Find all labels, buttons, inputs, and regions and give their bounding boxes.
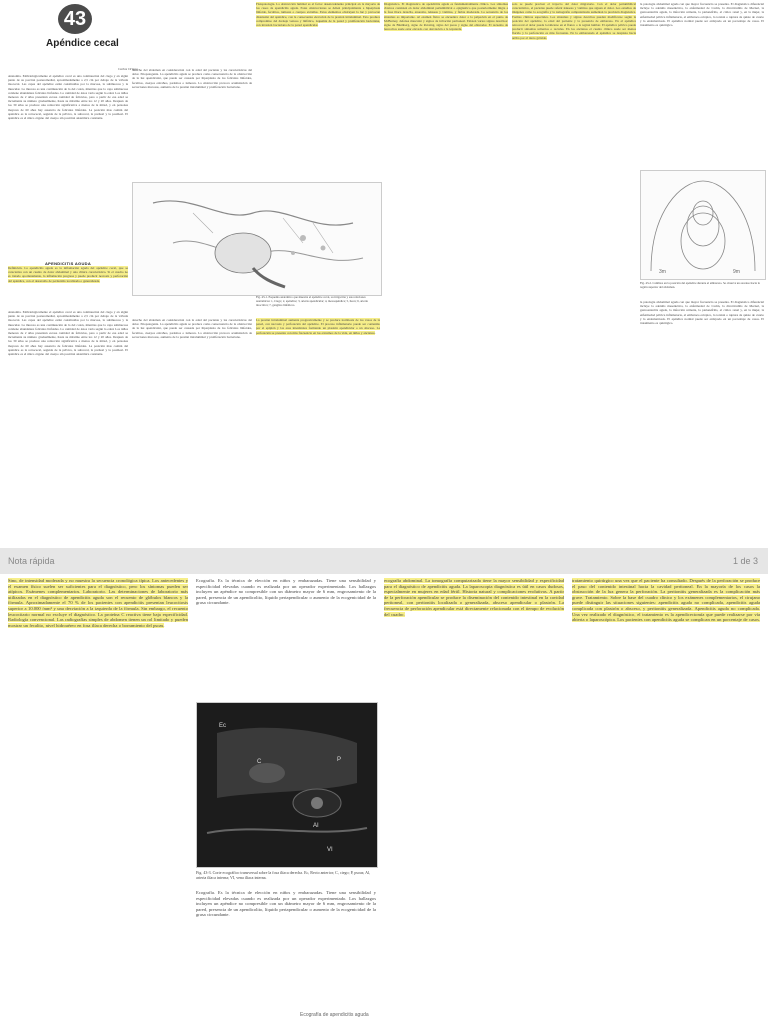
figure-2-caption: Fig. 43-2. Cambios en la posición del apéndice durante el embarazo. Se observa un ascenso hacia la región superior del abdomen.	[640, 281, 760, 289]
svg-text:P: P	[337, 757, 342, 763]
text-column-1	[8, 578, 188, 1018]
svg-text:9m: 9m	[733, 269, 740, 275]
text-column-3	[384, 578, 564, 1018]
highlighted-text: Definición. La apendicitis aguda es la inflamación aguda del apéndice cecal, que se caracteriza con un cuadro de dolor abdominal y una clínica característica. Si el cuadro no es tratado oportunamente, la inflamación progresa y puede producir necrosis y perforación del apéndice, con el desarrollo de peritonitis localizada o generalizada.	[8, 266, 128, 283]
ultrasound-figure	[196, 702, 378, 868]
text-column-2: Ecografía. Es la técnica de elección en niños y embarazadas. Tiene una sensibilidad y especificidad elevadas cuando es realizada por un operador experimentado. Los hallazgos incluyen un apéndice no compresible con un diámetro mayor de 6 mm, engrosamiento de la pared, presencia de un apendicolito, líquido periapendicular o aumento de la ecogenicidad de la grasa circundante.	[196, 578, 376, 606]
text-column-6: la patología abdominal aguda con que mayor frecuencia se presenta. El diagnóstico diferencial incluye la adenitis mesentérica, la enfermedad de Crohn, la diverticulitis de Meckel, la gastroenteritis aguda, la infección urinaria, la pielonefritis, el cólico renal y, en la mujer, la enfermedad pélvica inflamatoria, el embarazo ectópico, la torsión o ruptura de quiste de ovario y la endometriosis. El apéndice normal puede ser extirpado en un porcentaje de casos. El tratamiento es quirúrgico.	[640, 2, 764, 28]
svg-text:VI: VI	[327, 847, 333, 853]
svg-text:3m: 3m	[659, 269, 666, 275]
text-column-2-bottom: derecho del abdomen en consideración con la edad del paciente y las características del dolor. Etiopatogenia. La apendicitis aguda se produce como consecuencia de la obstrucción de la luz apendicular, que puede ser causada por hiperplasia de los folículos linfoides, fecalitos, cuerpos extraños, parásitos o tumores. La obstrucción provoca acumulación de secreciones mucosas, aumento de la presión intraluminal y proliferación bacteriana.	[132, 318, 252, 339]
highlighted-text: Sino, de intensidad moderada y no muestra la secuencia cronológica típica. Los antecedentes y el examen físico suelen ser suficientes para el diagnóstico, pero los síntomas pueden ser atípicos. Exámenes complementarios. Laboratorio. Las determinaciones de laboratorio más utilizadas en el diagnóstico de apendicitis aguda son el recuento de glóbulos blancos y la fórmula. Aproximadamente el 70 % de los pacientes con apendicitis presentan leucocitosis superior a 10.000 /mm³ y una desviación a la izquierda de la fórmula. Sin embargo, el recuento leucocitario normal no excluye el diagnóstico. La proteína C reactiva tiene baja especificidad. Radiología convencional. Las radiografías simples de abdomen tienen un rol limitado y pueden mostrar un fecalito, nivel hidroaéreo en fosa ilíaca derecha o borramiento del psoas.	[8, 578, 188, 628]
text-column-4	[572, 578, 760, 1018]
highlighted-text: Diagnóstico. El diagnóstico de apendicitis aguda es fundamentalmente clínico. Los síntomas clásicos consisten en dolor abdominal periumbilical o epigástrico que posteriormente migra a la fosa ilíaca derecha, anorexia, náuseas y vómitos, y fiebre moderada. La secuencia de los síntomas es importante. Al examen físico se encuentra dolor a la palpación en el punto de McBurney, defensa muscular y signos de irritación peritoneal. Existen varios signos descritos: signo de Blumberg, signo de Rovsing, signo del psoas y signo del obturador. El recuento de leucocitos suele estar elevado con desviación a la izquierda.	[384, 2, 508, 32]
text-column-4	[384, 2, 508, 544]
text-column-2: derecho del abdomen en consideración con la edad del paciente y las características del dolor. Etiopatogenia. La apendicitis aguda se produce como consecuencia de la obstrucción de la luz apendicular, que puede ser causada por hiperplasia de los folículos linfoides, fecalitos, cuerpos extraños, parásitos o tumores. La obstrucción provoca acumulación de secreciones mucosas, aumento de la presión intraluminal y proliferación bacteriana.	[132, 68, 252, 89]
text-column-1-bottom: Anatomía. Embriológicamente el apéndice cecal es una continuación del ciego y en algún punto de su porción posteromedial, aproximadamente a 2,5 cm por debajo de la válvula ileocecal. Las capas del apéndice están constituidas por la mucosa, la submucosa y la muscular. La mucosa es una continuación de la del colon, mientras que la capa submucosa contiene abundantes folículos linfoides. La cantidad de éstos varía según la edad. Los niños menores de 2 años presentan escasa cantidad de folículos, pero a partir de esa edad se incrementa su número gradualmente, hasta su máximo entre los 12 y 20 años. Después de los 30 años se produce una reducción significativa a menos de la mitad, y en personas mayores de 60 años hay ausencia de folículos linfoides. La posición mas común del apéndice es la retrocecal, seguida de la pélvica, la subcecal, la preileal y la postileal. El apéndice es el único órgano del cuerpo sin posición anatómica constante.	[8, 310, 128, 357]
page-bottom-label: Ecografía de apendicitis aguda	[300, 1012, 369, 1018]
note-label[interactable]: Nota rápida	[8, 556, 55, 566]
section-heading: APENDICITIS AGUDA	[44, 261, 92, 266]
svg-text:AI: AI	[313, 823, 319, 829]
ultrasound-image	[197, 703, 377, 867]
text-column-6-bottom: la patología abdominal aguda con que mayor frecuencia se presenta. El diagnóstico diferencial incluye la adenitis mesentérica, la enfermedad de Crohn, la diverticulitis de Meckel, la gastroenteritis aguda, la infección urinaria, la pielonefritis, el cólico renal y, en la mujer, la enfermedad pélvica inflamatoria, el embarazo ectópico, la torsión o ruptura de quiste de ovario y la endometriosis. El apéndice normal puede ser extirpado en un porcentaje de casos. El tratamiento es quirúrgico.	[640, 300, 764, 326]
text-column-3-bottom	[256, 318, 380, 544]
definition-paragraph	[8, 266, 128, 306]
text-column-5	[512, 2, 636, 544]
highlighted-text: ecografía abdominal. La tomografía computarizada tiene la mayor sensibilidad y especificidad para el diagnóstico de apendicitis aguda. La laparoscopia diagnóstica es útil en casos dudosos, especialmente en mujeres en edad fértil. Historia natural y complicaciones evolutivas. A partir de la perforación apendicular se produce la diseminación del contenido intestinal en la cavidad peritoneal, con peritonitis localizada o generalizada, absceso apendicular o plastrón. La frecuencia de perforación apendicular está directamente relacionada con el tiempo de evolución del cuadro.	[384, 578, 564, 617]
chapter-title: Apéndice cecal	[46, 38, 119, 49]
document-page-2	[0, 574, 768, 1024]
text-column-1: Anatomía. Embriológicamente el apéndice cecal es una continuación del ciego y en algún punto de su porción posteromedial, aproximadamente a 2,5 cm por debajo de la válvula ileocecal. Las capas del apéndice están constituidas por la mucosa, la submucosa y la muscular. La mucosa es una continuación de la del colon, mientras que la capa submucosa contiene abundantes folículos linfoides. La cantidad de éstos varía según la edad. Los niños menores de 2 años presentan escasa cantidad de folículos, pero a partir de esa edad se incrementa su número gradualmente, hasta su máximo entre los 12 y 20 años. Después de los 30 años se produce una reducción significativa a menos de la mitad, y en personas mayores de 60 años hay ausencia de folículos linfoides. La posición mas común del apéndice es la retrocecal, seguida de la pélvica, la subcecal, la preileal y la postileal. El apéndice es el único órgano del cuerpo sin posición anatómica constante.	[8, 74, 128, 121]
highlighted-text: Fisiopatología. La obstrucción luminal es el factor desencadenante principal en la mayoría de los casos de apendicitis aguda. Estas obstrucciones se deben principalmente a hiperplasia linfoide, fecalitos, tumores o cuerpos extraños. Estos elementos obstruyen la luz y provocan distensión del apéndice, con la consecuente elevación de la presión intraluminal. Esto produce compromiso del drenaje venoso y linfático, isquemia de la pared y proliferación bacteriana, con invasión bacteriana de la pared apendicular.	[256, 2, 380, 28]
text-column-3	[256, 2, 380, 122]
page-indicator: 1 de 3	[732, 556, 758, 566]
highlighted-text: La presión intraluminal aumenta progresivamente y se produce trombosis de los vasos de la pared, con necrosis y perforación del apéndice. El proceso inflamatorio puede ser contenido por el epiplón y las asas intestinales formando un plastrón apendicular o un absceso. La perforación se presenta con más frecuencia en los extremos de la vida, en niños y ancianos.	[256, 318, 380, 335]
anatomy-figure	[132, 182, 382, 296]
anatomy-illustration	[133, 183, 381, 295]
pregnancy-figure	[640, 170, 766, 280]
svg-text:Ec: Ec	[219, 723, 227, 729]
chapter-number-badge: 43	[58, 4, 92, 34]
highlighted-text: tratamiento quirúrgico una vez que el paciente ha consultado. Después de la perforación se produce el paso del contenido intestinal hacia la cavidad peritoneal. En la mayoría de los casos la obstrucción de la luz genera la perforación. La peritonitis generalizada es la complicación más grave. Tratamiento. Sobre la base del cuadro clínico y los exámenes complementarios, el cirujano puede distinguir las situaciones siguientes: apendicitis aguda no complicada, apendicitis aguda complicada con plastrón o absceso, y peritonitis generalizada. Apendicitis aguda no complicada. Una vez realizado el diagnóstico, el tratamiento es la apendicectomía que puede realizarse por vía abierta o laparoscópica. Los pacientes con apendicitis aguda se complican en un porcentaje de casos.	[572, 578, 760, 623]
highlighted-text: solo se puede precisar el trayecto del dolor migratorio. Con el dolor periumbilical característico, el paciente puede referir náuseas y vómitos que siguen al dolor. Los estudios de imágenes como la ecografía y la tomografía computarizada aumentan la precisión diagnóstica. Formas clínicas especiales. Los síntomas y signos descritos pueden modificarse según la posición del apéndice, la edad del paciente y la presencia de embarazo. En el apéndice retrocecal el dolor puede localizarse en el flanco o la región lumbar. El apéndice pélvico puede producir síntomas urinarios o rectales. En los ancianos el cuadro clínico suele ser menos florido y la perforación es más frecuente. En la embarazada el apéndice se desplaza hacia arriba por el útero grávido.	[512, 2, 636, 40]
chapter-authors: Carlos Ortega	[118, 67, 138, 71]
text-column-2-bottom: Ecografía. Es la técnica de elección en niños y embarazadas. Tiene una sensibilidad y especificidad elevadas cuando es realizada por un operador experimentado. Los hallazgos incluyen un apéndice no compresible con un diámetro mayor de 6 mm, engrosamiento de la pared, presencia de un apendicolito, líquido periapendicular o aumento de la ecogenicidad de la grasa circundante.	[196, 890, 376, 918]
viewer-page-bar	[0, 548, 768, 574]
pregnancy-illustration	[641, 171, 765, 279]
svg-text:C: C	[257, 759, 262, 765]
figure-3-caption: Fig. 43-3. Corte ecográfico transversal sobre la fosa ilíaca derecha. Ec, Recto anterior; C, ciego; P, psoas; Al, arteria ilíaca interna; VI, vena ilíaca interna.	[196, 870, 371, 880]
figure-1-caption: Fig. 43-1. Esquema anatómico que muestra el apéndice cecal, su irrigación y sus relaciones anatómicas: 1, Ciego; 2, apéndice; 3, arteria apendicular; 4, mesoapéndice; 5, íleon; 6, arteria ileocólica; 7, ganglios linfáticos.	[256, 295, 368, 307]
